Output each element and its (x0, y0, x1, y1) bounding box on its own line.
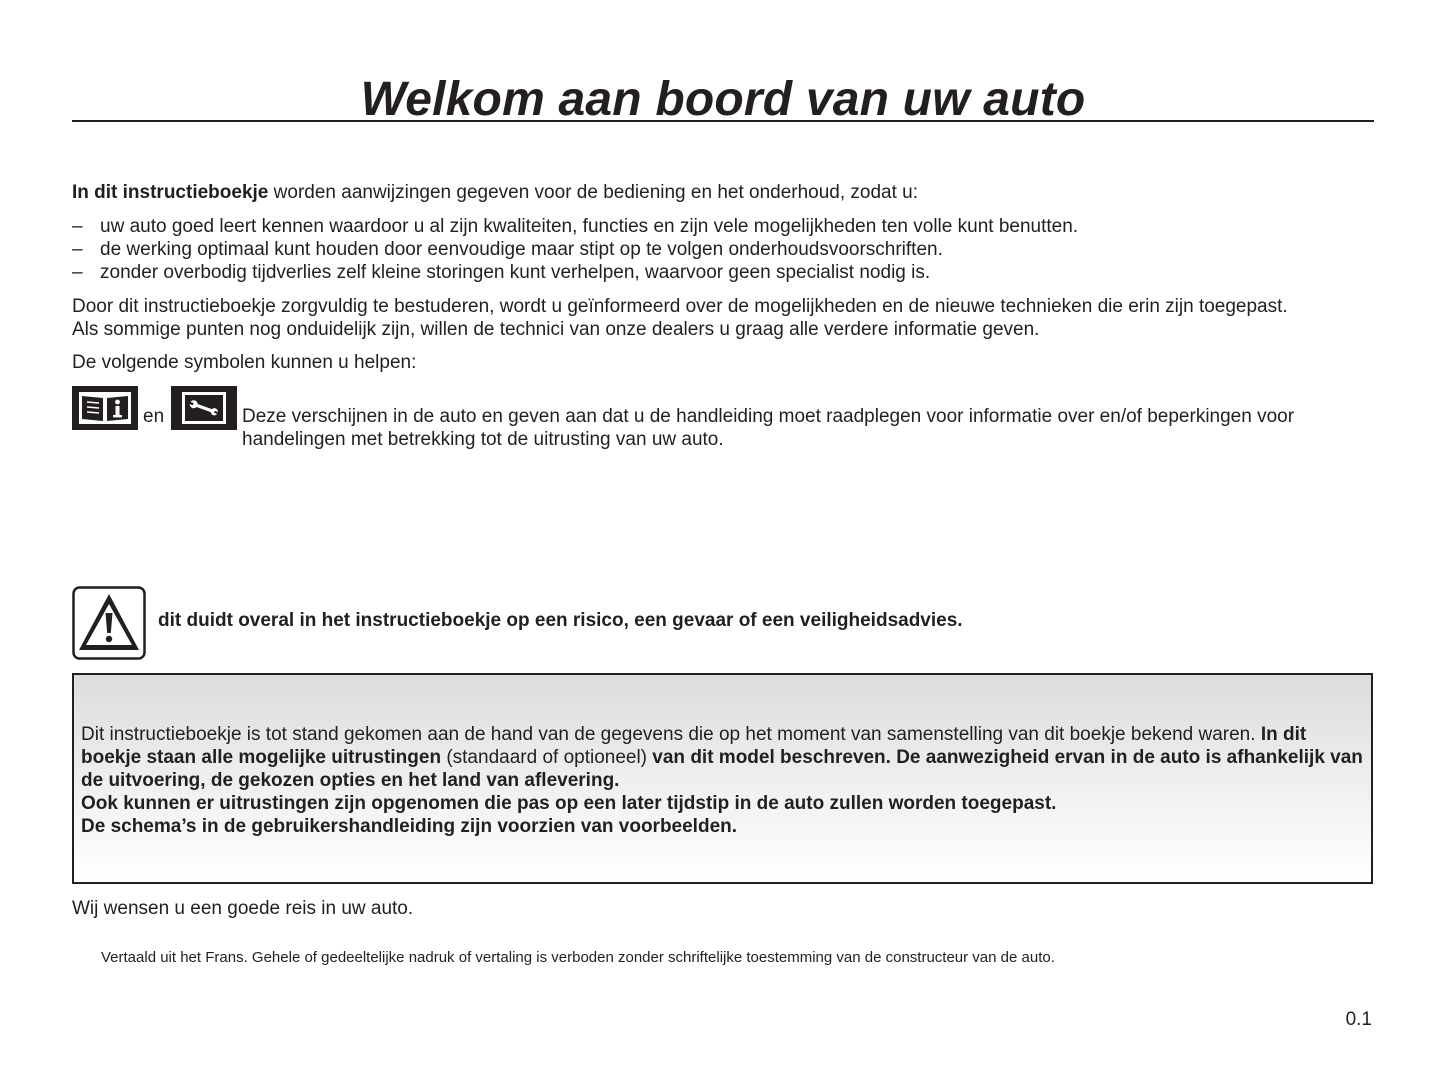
notice-p1-b: In dit boekje staan alle mogelijke uitrustingen (81, 724, 1307, 768)
intro-paragraph (72, 181, 1374, 204)
notice-p3: De schema’s in de gebruikershandleiding zijn voorzien van voorbeelden. (81, 816, 738, 837)
service-wrench-icon (171, 386, 237, 430)
symbols-intro: De volgende symbolen kunnen u helpen: (72, 352, 417, 373)
symbols-row (72, 386, 1374, 456)
closing-text: Wij wensen u een goede reis in uw auto. (72, 898, 414, 919)
dash-marker: – (72, 239, 83, 260)
list-item-text: uw auto goed leert kennen waardoor u al zijn kwaliteiten, functies en zijn vele mogelijkheden ten volle kunt benutten. (100, 216, 1079, 237)
list-item (72, 238, 1374, 261)
notice-text (81, 723, 1367, 838)
study-paragraph (72, 295, 1374, 341)
symbols-connector: en (143, 406, 165, 427)
page-number: 0.1 (1345, 1009, 1372, 1030)
warning-triangle-icon (72, 586, 146, 660)
list-item-text: de werking optimaal kunt houden door eenvoudige maar stipt op te volgen onderhoudsvoorschriften. (100, 239, 943, 260)
benefits-list (72, 215, 1374, 284)
page-title: Welkom aan boord van uw auto (360, 73, 1086, 126)
title-rule (72, 68, 1374, 126)
warning-text: dit duidt overal in het instructieboekje op een risico, een gevaar of een veiligheidsadvies. (158, 610, 963, 631)
dash-marker: – (72, 216, 83, 237)
notice-p1-d: van dit model beschreven. De aanwezigheid ervan in de auto is afhankelijk van de uitvoering, de gekozen opties en het land van aflevering. (81, 747, 1363, 791)
footnote: Vertaald uit het Frans. Gehele of gedeeltelijke nadruk of vertaling is verboden zonder schriftelijke toestemming van de constructeur van de auto. (101, 949, 1055, 966)
study-line-2: Als sommige punten nog onduidelijk zijn, willen de technici van onze dealers u graag alle verdere informatie geven. (72, 319, 1040, 340)
notice-p2: Ook kunnen er uitrustingen zijn opgenomen die pas op een later tijdstip in de auto zullen worden toegepast. (81, 793, 1057, 814)
notice-paragraph-2 (81, 792, 1367, 815)
notice-box (72, 673, 1373, 884)
dash-marker: – (72, 262, 83, 283)
list-item (72, 261, 1374, 284)
notice-p1-a: Dit instructieboekje is tot stand gekomen aan de hand van de gegevens die op het moment van samenstelling van dit boekje bekend waren. (81, 724, 1261, 745)
list-item-text: zonder overbodig tijdverlies zelf kleine storingen kunt verhelpen, waarvoor geen specialist nodig is. (100, 262, 931, 283)
intro-rest: worden aanwijzingen gegeven voor de bediening en het onderhoud, zodat u: (268, 182, 919, 203)
notice-p1-c: (standaard of optioneel) (441, 747, 653, 768)
symbols-description: Deze verschijnen in de auto en geven aan dat u de handleiding moet raadplegen voor informatie over en/of beperkingen voor handelingen met betrekking tot de uitrusting van uw auto. (242, 406, 1295, 450)
manual-info-icon (72, 386, 138, 430)
list-item (72, 215, 1374, 238)
notice-paragraph-3 (81, 815, 1367, 838)
study-line-1: Door dit instructieboekje zorgvuldig te bestuderen, wordt u geïnformeerd over de mogelijkheden en de nieuwe technieken die erin zijn toegepast. (72, 296, 1288, 317)
notice-paragraph-1 (81, 723, 1367, 792)
intro-bold: In dit instructieboekje (72, 182, 269, 203)
